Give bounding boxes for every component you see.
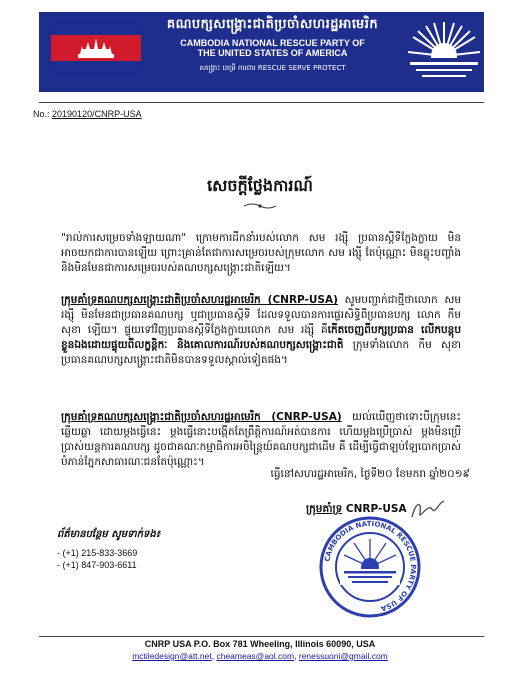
phone-list (57, 547, 160, 571)
ornament-divider-icon (244, 202, 276, 210)
statement-title: សេចក្តីថ្លែងការណ៍ (207, 176, 313, 195)
email-link[interactable]: renessuoni@gmail.com (298, 651, 388, 661)
statement-paragraph-1 (61, 231, 461, 276)
phone-number: - (+1) 215-833-3669 (57, 547, 160, 559)
party-english-name-line1: CAMBODIA NATIONAL RESCUE PARTY OF (180, 38, 365, 48)
party-english-name-line2: THE UNITED STATES OF AMERICA (197, 48, 348, 58)
statement-paragraph-3 (61, 410, 461, 470)
party-khmer-name: គណបក្សសង្គ្រោះជាតិប្រចាំសហរដ្ឋអាមេរិក (166, 17, 379, 32)
paragraph-3-body: យល់ឃើញថាទោះបីក្រុមនេះឆ្លើយឆ្លា ដោយម្តងធ្វើនេះ ម្តងធ្វើនោះបង្កើតតែព្រឹត្តិការណ៍អត់បានការ ហើយម្តងប្រើប្រាស់ ម្តងមិនប្រើប្រាស់យន្តការគណបក្ស ដូចជាគណៈកម្មាធិការអចិន្ត្រៃយ៍គណបក្សជាដើម គឺ ដើម្បីធ្វើជាឡប់ឡែបោកប្រាស់បំភាន់ភ្នែកសាធារណៈជនតែប៉ុណ្ណោះ។ (61, 411, 461, 468)
statement-paragraph-2 (61, 293, 461, 368)
footer-divider (39, 636, 484, 637)
paragraph-2-tail: ក្រុមទាំងលោក កឹម សុខា ប្រធានគណបក្សសង្គ្រោះជាតិមិនបានទទួលស្គាល់ទៀតផង។ (61, 339, 461, 366)
paragraph-2-lead: ក្រុមគាំទ្រគណបក្សសង្គ្រោះជាតិប្រចាំសហរដ្ឋអាមេរិក (CNRP-USA) (61, 294, 338, 306)
letterhead-banner (39, 12, 484, 92)
party-motto: សង្គ្រោះ បម្រើ ការពារ RESCUE SERVE PROTECT (199, 64, 346, 72)
contact-info (57, 527, 160, 571)
party-seal-stamp (318, 515, 422, 619)
paragraph-1-text: "រាល់ការសម្រេចទាំងឡាយណា" ក្រោមការដឹកនាំរបស់លោក សម រង្ស៊ី ប្រធានស្តីទីក្លែងក្លាយ មិនអាចយកជាការបានឡើយ ព្រោះគ្រាន់តែជាការសម្រេចរបស់ក្រុមលោក សម រង្ស៊ី តែប៉ុណ្ណោះ មិនឆ្លុះបញ្ចាំង និងមិនមែនជាការសម្រេចរបស់គណបក្សសង្គ្រោះជាតិឡើយ។ (61, 232, 461, 274)
footer-emails: mctiledesign@att.net, cheameas@aol.com, renessuoni@gmail.com (132, 651, 388, 661)
paragraph-3-lead: ក្រុមគាំទ្រគណបក្សសង្គ្រោះជាតិប្រចាំសហរដ្ឋអាមេរិក (CNRP-USA) (61, 411, 342, 423)
signatory-org: CNRP-USA (342, 503, 407, 515)
rising-sun-logo-icon (404, 12, 484, 92)
signatory-khmer: ក្រុមគាំទ្រ (306, 503, 343, 515)
document-number (33, 109, 142, 119)
email-link[interactable]: cheameas@aol.com (216, 651, 295, 661)
paragraph-2-emphasis: កើតចេញពីបក្សប្រធាន លើកបន្តុបខ្លួនឯងដោយផ្ទុយពីលក្ខន្តិកៈ និងគោលការណ៍របស់គណបក្សសង្គ្រោះជាតិ (61, 324, 461, 351)
document-number-label: No.: (33, 109, 50, 119)
seal-text: CAMBODIA NATIONAL RESCUE PARTY OF USA (323, 519, 418, 613)
phone-number: - (+1) 847-903-6611 (57, 559, 160, 571)
footer-address: CNRP USA P.O. Box 781 Wheeling, Illinois 60090, USA (144, 639, 376, 649)
cambodia-flag-icon (51, 22, 141, 74)
email-link[interactable]: mctiledesign@att.net (132, 651, 212, 661)
contact-lead: ព័ត៌មានបន្ថែម សូមទាក់ទង៖ (57, 529, 161, 540)
angkor-wat-icon (76, 37, 116, 59)
document-number-value: 20190120/CNRP-USA (52, 109, 142, 119)
header-divider (39, 102, 484, 103)
dateline: ធ្វើនៅសហរដ្ឋអាមេរិក, ថ្ងៃទី២០ ខែមករា ឆ្នាំ២០១៩ (270, 468, 470, 480)
paragraph-2-body: សូមបញ្ជាក់ជាថ្មីថាលោក សម រង្ស៊ី មិនមែនជាប្រធានគណបក្ស ឬជាប្រធានស្តីទី ដែលទទួលបានការផ្ទេរសិទ្ធិពីប្រធានបក្ស លោក កឹម សុខា ឡើយ។ ផ្ទុយទៅវិញប្រធានស្តីទីក្លែងក្លាយលោក សម រង្ស៊ី គឺ (61, 294, 461, 336)
